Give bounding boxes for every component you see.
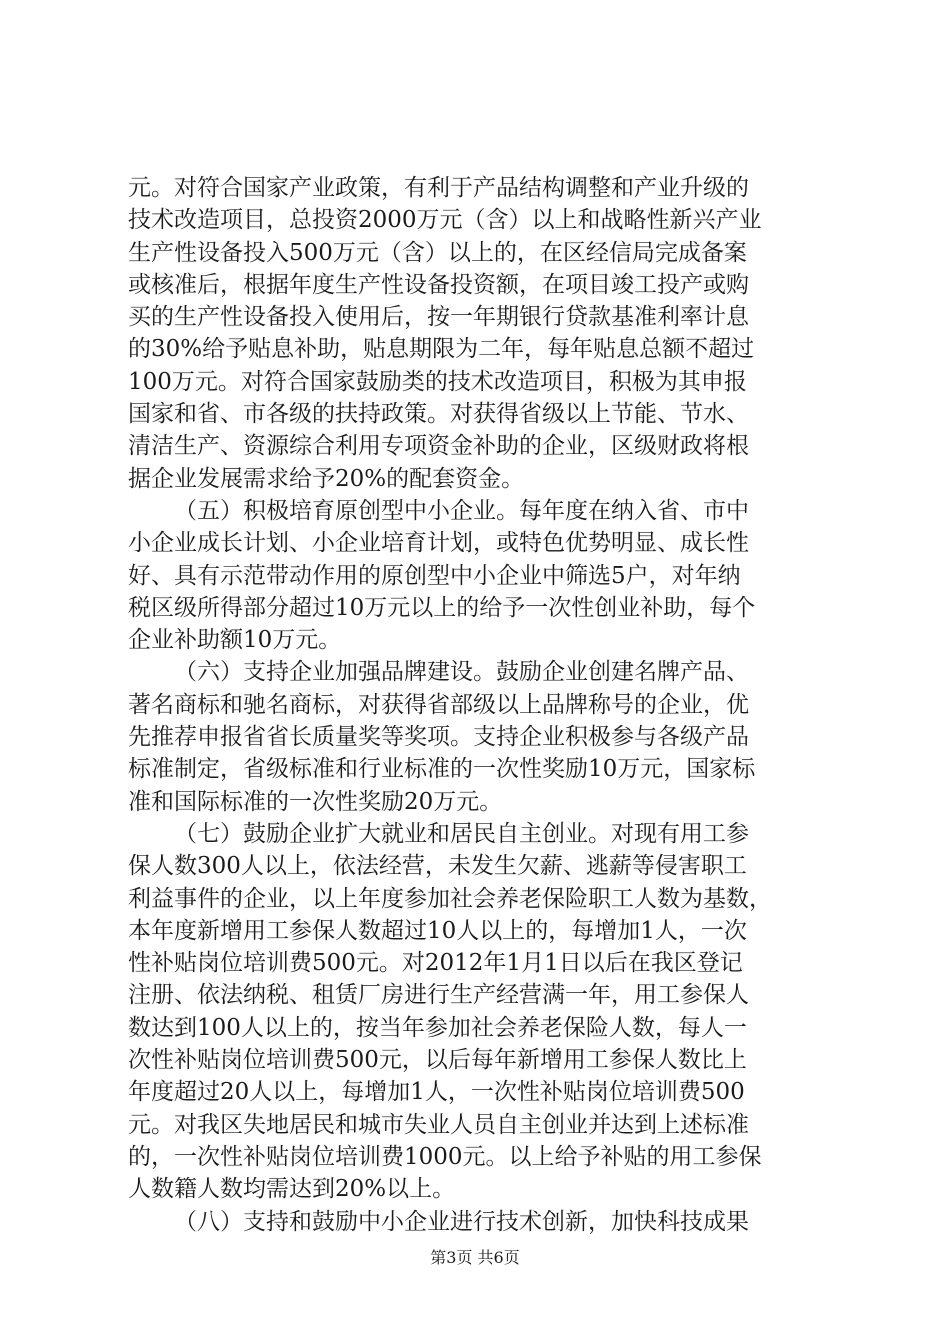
page-number-footer: 第3页 共6页: [430, 1248, 520, 1267]
text-line: 标准制定，省级标准和行业标准的一次性奖励10万元，国家标: [128, 756, 756, 783]
text-line: （六）支持企业加强品牌建设。鼓励企业创建名牌产品、: [174, 659, 749, 686]
text-line: 先推荐申报省省长质量奖等奖项。支持企业积极参与各级产品: [128, 724, 749, 751]
text-line: 性补贴岗位培训费500元。对2012年1月1日以后在我区登记: [128, 950, 743, 977]
text-line: 的，一次性补贴岗位培训费1000元。以上给予补贴的用工参保: [128, 1143, 762, 1170]
text-line: 著名商标和驰名商标，对获得省部级以上品牌称号的企业，优: [128, 691, 749, 718]
text-line: 本年度新增用工参保人数超过10人以上的，每增加1人，一次: [128, 917, 747, 944]
document-body: [128, 172, 828, 1238]
text-line: 据企业发展需求给予20%的配套资金。: [128, 465, 525, 492]
text-line: 税区级所得部分超过10万元以上的给予一次性创业补助，每个: [128, 594, 756, 621]
text-line: 100万元。对符合国家鼓励类的技术改造项目，积极为其申报: [128, 368, 747, 395]
text-line: （五）积极培育原创型中小企业。每年度在纳入省、市中: [174, 497, 749, 524]
text-line: 注册、依法纳税、租赁厂房进行生产经营满一年，用工参保人: [128, 982, 749, 1009]
text-line: 元。对符合国家产业政策，有利于产品结构调整和产业升级的: [128, 175, 749, 201]
text-line: 企业补助额10万元。: [128, 627, 342, 654]
text-line: 买的生产性设备投入使用后，按一年期银行贷款基准利率计息: [128, 304, 749, 331]
text-line: 年度超过20人以上，每增加1人，一次性补贴岗位培训费500: [128, 1079, 745, 1106]
text-line: 元。对我区失地居民和城市失业人员自主创业并达到上述标准: [128, 1111, 749, 1138]
text-line: 保人数300人以上，依法经营，未发生欠薪、逃薪等侵害职工: [128, 853, 747, 880]
text-line: 清洁生产、资源综合利用专项资金补助的企业，区级财政将根: [128, 433, 749, 460]
text-line: 准和国际标准的一次性奖励20万元。: [128, 788, 503, 815]
text-line: 好、具有示范带动作用的原创型中小企业中筛选5户，对年纳: [128, 562, 741, 589]
text-line: 次性补贴岗位培训费500元，以后每年新增用工参保人数比上: [128, 1047, 747, 1074]
text-line: 生产性设备投入500万元（含）以上的，在区经信局完成备案: [128, 239, 747, 266]
text-line: 小企业成长计划、小企业培育计划，或特色优势明显、成长性: [128, 530, 749, 557]
text-line: 技术改造项目，总投资2000万元（含）以上和战略性新兴产业: [128, 207, 762, 234]
text-line: 人数籍人数均需达到20%以上。: [128, 1176, 456, 1203]
text-line: （八）支持和鼓励中小企业进行技术创新，加快科技成果: [174, 1208, 749, 1235]
text-line: 的30%给予贴息补助，贴息期限为二年，每年贴息总额不超过: [128, 336, 755, 363]
text-line: 数达到100人以上的，按当年参加社会养老保险人数，每人一: [128, 1014, 747, 1041]
text-line: 或核准后，根据年度生产性设备投资额，在项目竣工投产或购: [128, 271, 749, 298]
text-line: （七）鼓励企业扩大就业和居民自主创业。对现有用工参: [174, 820, 749, 847]
text-line: 利益事件的企业，以上年度参加社会养老保险职工人数为基数，: [128, 885, 772, 912]
text-line: 国家和省、市各级的扶持政策。对获得省级以上节能、节水、: [128, 401, 749, 428]
